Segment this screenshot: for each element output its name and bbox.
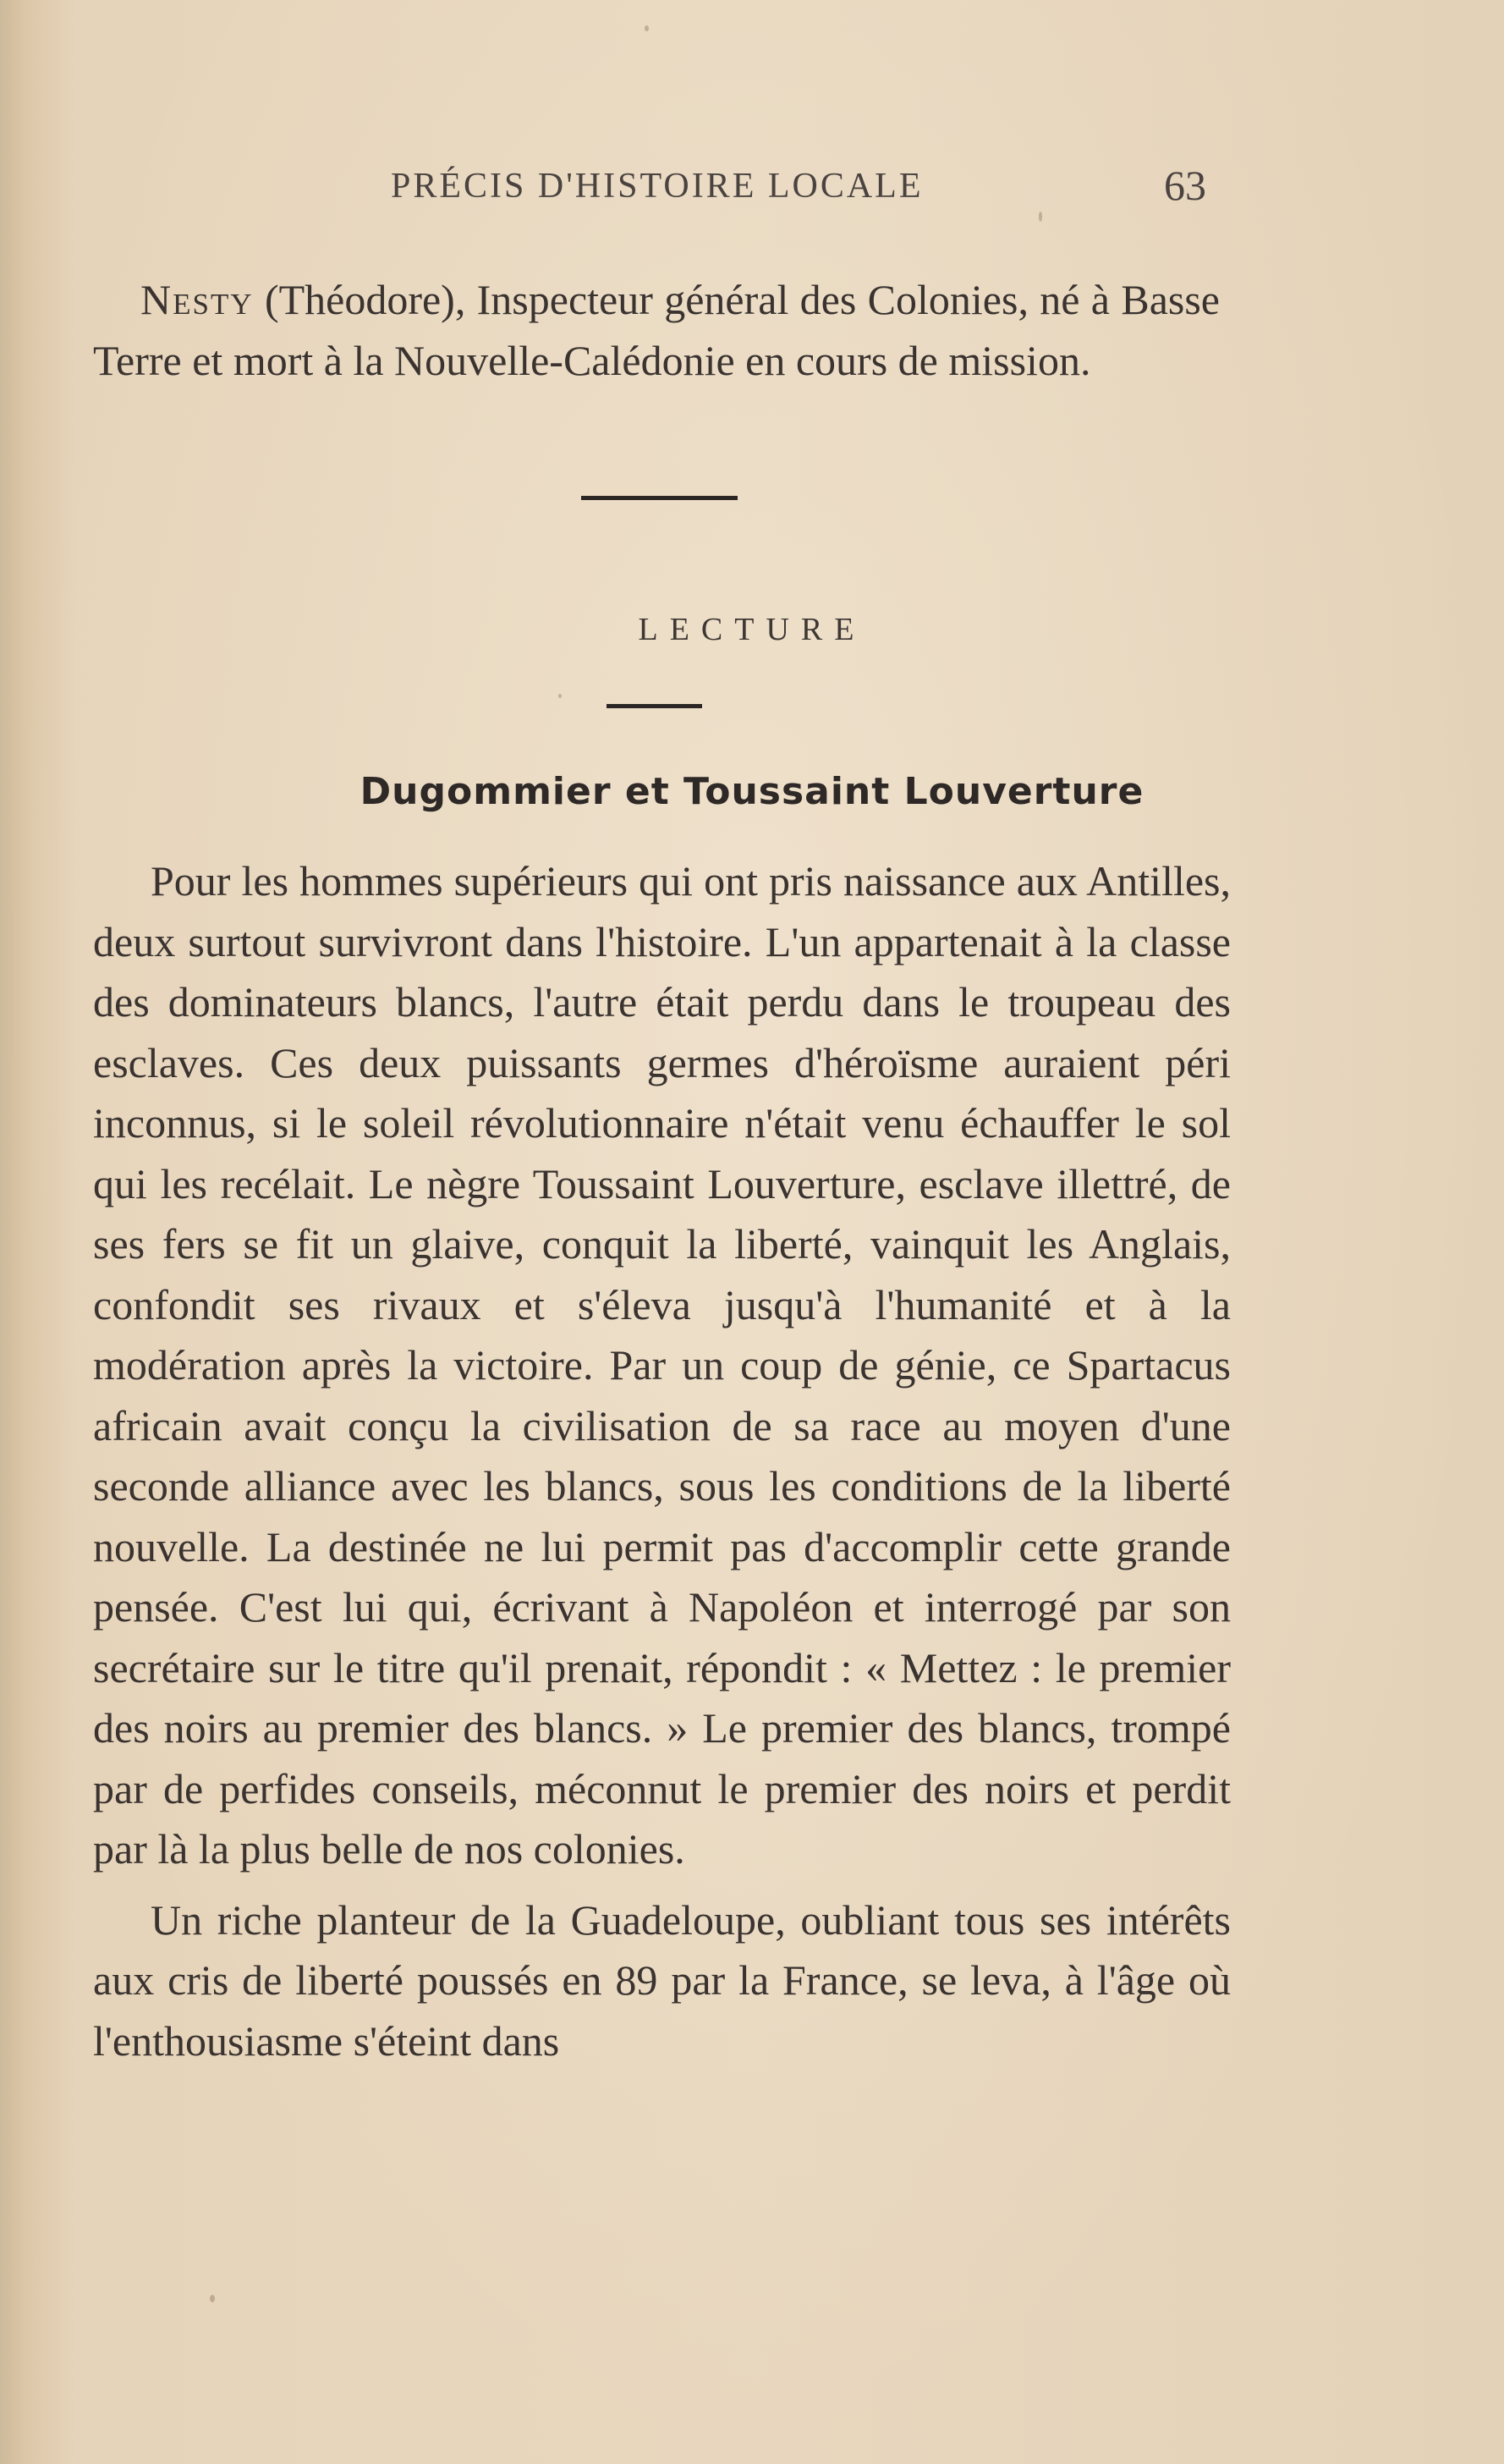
- section-divider-rule: [581, 496, 738, 500]
- running-title: PRÉCIS D'HISTOIRE LOCALE: [391, 167, 924, 206]
- article-title: Dugommier et Toussaint Louverture: [360, 770, 1144, 813]
- page-number: 63: [1164, 162, 1206, 209]
- paper-speck: [1039, 212, 1042, 222]
- article-paragraph-2: Un riche planteur de la Guadeloupe, oubliant tous ses intérêts aux cris de liberté poussés en 89 par la France, se leva, à l'âge où l'enthousiasme s'éteint dans: [93, 1895, 1231, 2065]
- entry-text: (Théodore), Inspecteur général des Colonies, né à Basse Terre et mort à la Nouvelle-Calédonie en cours de mission.: [93, 276, 1220, 384]
- paper-speck: [210, 2295, 215, 2302]
- entry-paragraph: [93, 269, 1220, 391]
- article-body: [93, 851, 1231, 2082]
- biographical-entry: [93, 269, 1220, 391]
- article-paragraph-1: Pour les hommes supérieurs qui ont pris naissance aux Antilles, deux surtout survivront dans l'histoire. L'un appartenait à la classe des dominateurs blancs, l'autre était perdu dans le troupeau des esclaves. Ces deux puissants germes d'héroïsme auraient péri inconnus, si le soleil révolutionnaire n'était venu échauffer le sol qui les recélait. Le nègre Toussaint Louverture, esclave illettré, de ses fers se fit un glaive, conquit la liberté, vainquit les Anglais, confondit ses rivaux et s'éleva jusqu'à l'humanité et à la modération après la victoire. Par un coup de génie, ce Spartacus africain avait conçu la civilisation de sa race au moyen d'une seconde alliance avec les blancs, sous les conditions de la liberté nouvelle. La destinée ne lui permit pas d'accomplir cette grande pensée. C'est lui qui, écrivant à Napoléon et interrogé par son secrétaire sur le titre qu'il prenait, répondit : « Mettez : le premier des noirs au premier des blancs. » Le premier des blancs, trompé par de perfides conseils, méconnut le premier des noirs et perdit par là la plus belle de nos colonies.: [93, 857, 1231, 1873]
- section-label: LECTURE: [638, 612, 866, 647]
- title-divider-rule: [607, 704, 702, 708]
- running-header: [0, 162, 1504, 217]
- paper-speck: [645, 25, 649, 31]
- paper-speck: [558, 694, 562, 698]
- entry-name: Nesty: [140, 276, 254, 323]
